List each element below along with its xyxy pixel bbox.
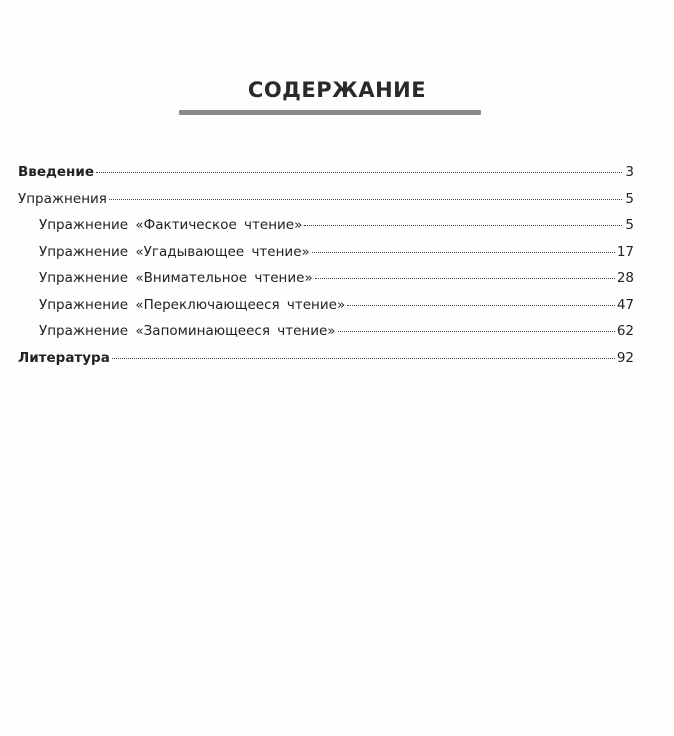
toc-entry-page: 5 <box>625 190 634 207</box>
toc-entry-label: Литература <box>18 349 110 366</box>
toc-entry-memorizing-reading <box>18 323 634 350</box>
toc-entry-attentive-reading <box>18 270 634 297</box>
dot-leader <box>109 199 622 200</box>
toc-entry-page: 92 <box>616 349 634 366</box>
toc-entry-literature <box>18 350 634 377</box>
toc-entry-page: 5 <box>625 217 634 233</box>
toc-entry-page: 47 <box>616 296 634 313</box>
toc-entry-page: 28 <box>616 270 634 286</box>
toc-entry-introduction <box>18 164 634 191</box>
dot-leader <box>312 252 615 253</box>
toc-entry-label: Введение <box>18 164 94 180</box>
dot-leader <box>315 278 615 279</box>
title-underline <box>179 110 481 115</box>
dot-leader <box>304 225 622 226</box>
toc-entry-exercises <box>18 191 634 218</box>
table-of-contents <box>18 164 634 376</box>
toc-entry-label: Упражнение «Угадывающее чтение» <box>39 243 310 260</box>
dot-leader <box>112 358 615 359</box>
toc-entry-switching-reading <box>18 297 634 324</box>
toc-entry-guessing-reading <box>18 244 634 271</box>
toc-entry-label: Упражнение «Переключающееся чтение» <box>39 296 346 313</box>
dot-leader <box>338 331 615 332</box>
toc-entry-factual-reading <box>18 217 634 244</box>
dot-leader <box>96 172 622 173</box>
dot-leader <box>347 305 615 306</box>
page-title: СОДЕРЖАНИЕ <box>247 78 427 102</box>
toc-entry-page: 62 <box>616 323 634 339</box>
toc-entry-label: Упражнения <box>18 190 107 207</box>
toc-entry-label: Упражнение «Запоминающееся чтение» <box>39 323 336 339</box>
toc-entry-page: 3 <box>625 164 634 180</box>
toc-entry-label: Упражнение «Фактическое чтение» <box>39 217 303 233</box>
toc-entry-page: 17 <box>616 243 634 260</box>
toc-entry-label: Упражнение «Внимательное чтение» <box>39 270 313 286</box>
